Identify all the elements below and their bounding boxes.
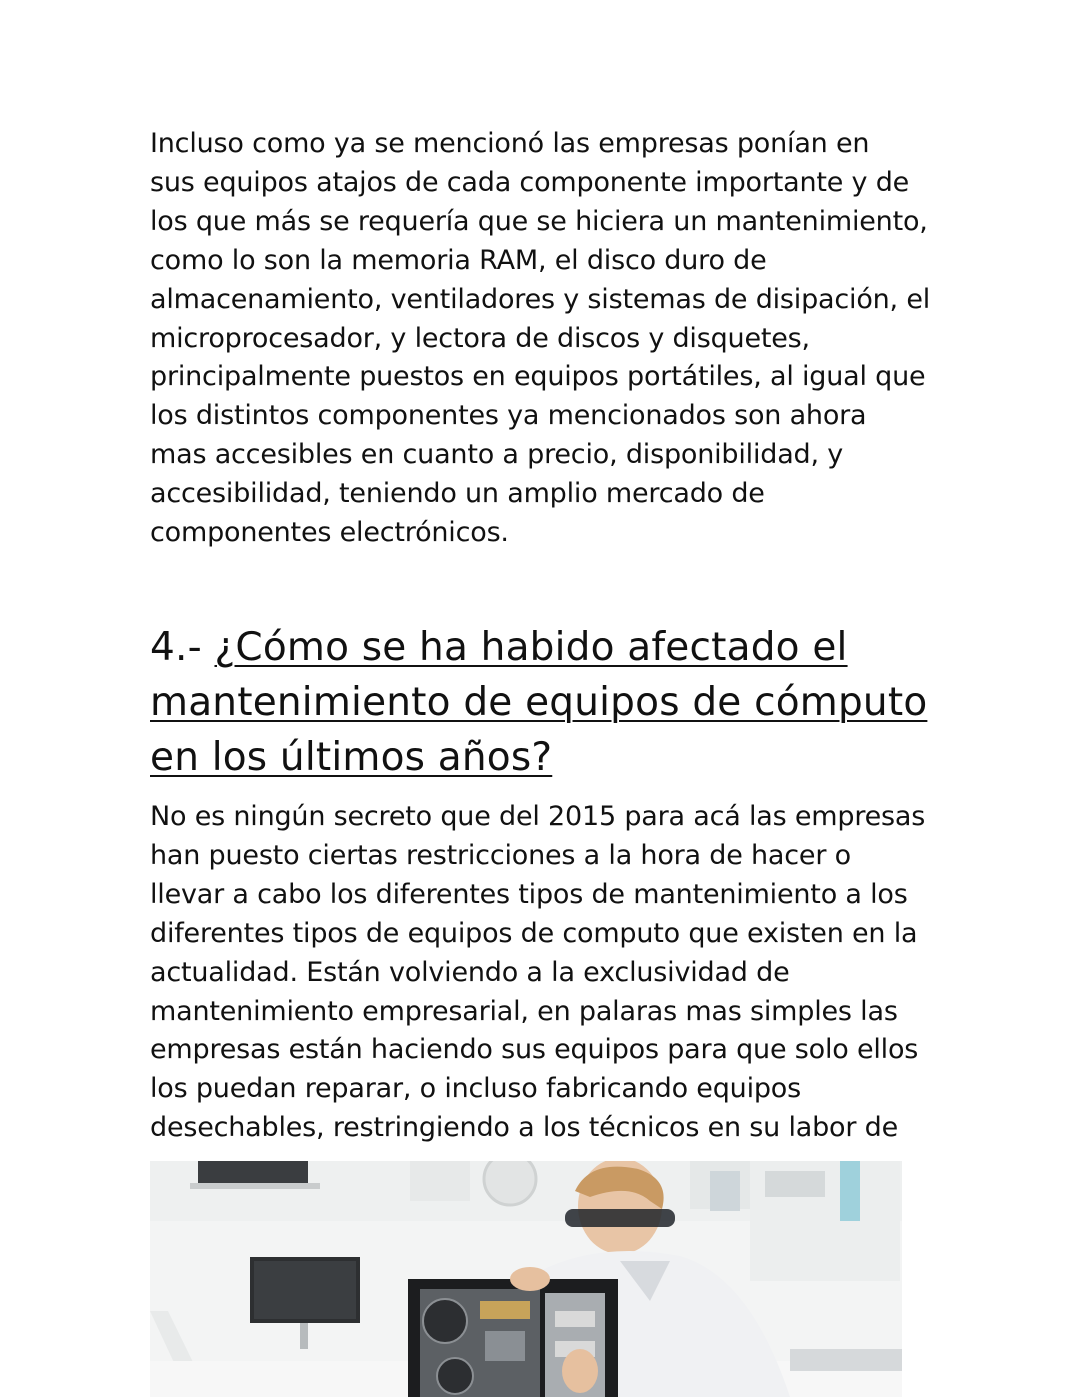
technician-repairing-computer-photo	[150, 1161, 902, 1397]
paragraph-components-access: Incluso como ya se mencionó las empresas ponían en sus equipos atajos de cada componente importante y de los que más se requería que se hiciera un mantenimiento, como lo son la memoria RAM, el disco duro de almacenamiento, ventiladores y sistemas de disipación, el microprocesador, y lectora de discos y disquetes, principalmente puestos en equipos portátiles, al igual que los distintos componentes ya mencionados son ahora mas accesibles en cuanto a precio, disponibilidad, y accesibilidad, teniendo un amplio mercado de componentes electrónicos.	[150, 128, 931, 549]
heading-number: 4.-	[150, 625, 215, 670]
section-heading	[150, 620, 950, 785]
heading-question: ¿Cómo se ha habido afectado el mantenimiento de equipos de cómputo en los últimos años?	[150, 625, 928, 780]
paragraph-restrictions: No es ningún secreto que del 2015 para acá las empresas han puesto ciertas restricciones a la hora de hacer o llevar a cabo los diferentes tipos de mantenimiento a los diferentes tipos de equipos de computo que existen en la actualidad. Están volviendo a la exclusividad de mantenimiento empresarial, en palaras mas simples las empresas están haciendo sus equipos para que solo ellos los puedan reparar, o incluso fabricando equipos desechables, restringiendo a los técnicos en su labor de	[150, 801, 926, 1144]
